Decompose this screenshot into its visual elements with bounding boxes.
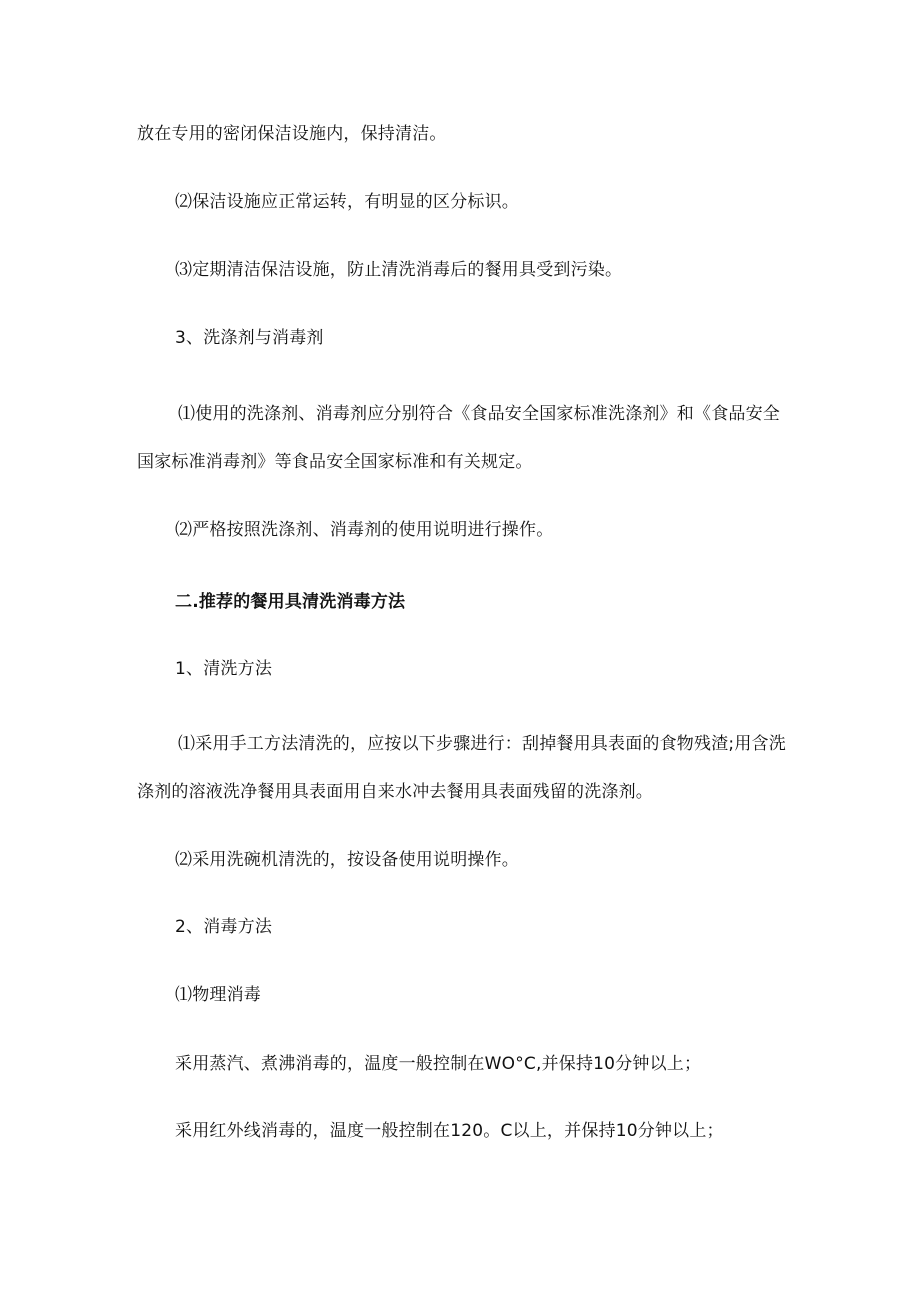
- paragraph-line: 采用红外线消毒的，温度一般控制在120。C以上，并保持10分钟以上；: [175, 1121, 724, 1141]
- list-item: ⑵采用洗碗机清洗的，按设备使用说明操作。: [175, 850, 519, 870]
- list-item: ⑴使用的洗涤剂、消毒剂应分别符合《食品安全国家标准洗涤剂》和《食品安全: [178, 404, 780, 424]
- list-item-continuation: 涤剂的溶液洗净餐用具表面用自来水冲去餐用具表面残留的洗涤剂。: [137, 782, 653, 802]
- subsection-heading: 3、洗涤剂与消毒剂: [175, 328, 324, 348]
- list-item-continuation: 国家标准消毒剂》等食品安全国家标准和有关规定。: [137, 452, 533, 472]
- list-item: ⑵保洁设施应正常运转，有明显的区分标识。: [175, 192, 519, 212]
- paragraph-line: 放在专用的密闭保洁设施内，保持清洁。: [137, 124, 447, 144]
- list-item: ⑶定期清洁保洁设施，防止清洗消毒后的餐用具受到污染。: [175, 260, 623, 280]
- subsection-heading: 2、消毒方法: [175, 917, 273, 937]
- list-item: ⑴采用手工方法清洗的，应按以下步骤进行：刮掉餐用具表面的食物残渣;用含洗: [178, 734, 786, 754]
- subsection-heading: 1、清洗方法: [175, 659, 273, 679]
- section-heading: 二.推荐的餐用具清洗消毒方法: [175, 592, 406, 612]
- list-item: ⑵严格按照洗涤剂、消毒剂的使用说明进行操作。: [175, 520, 554, 540]
- list-item: ⑴物理消毒: [175, 985, 261, 1005]
- paragraph-line: 采用蒸汽、煮沸消毒的，温度一般控制在WO°C,并保持10分钟以上；: [175, 1054, 702, 1074]
